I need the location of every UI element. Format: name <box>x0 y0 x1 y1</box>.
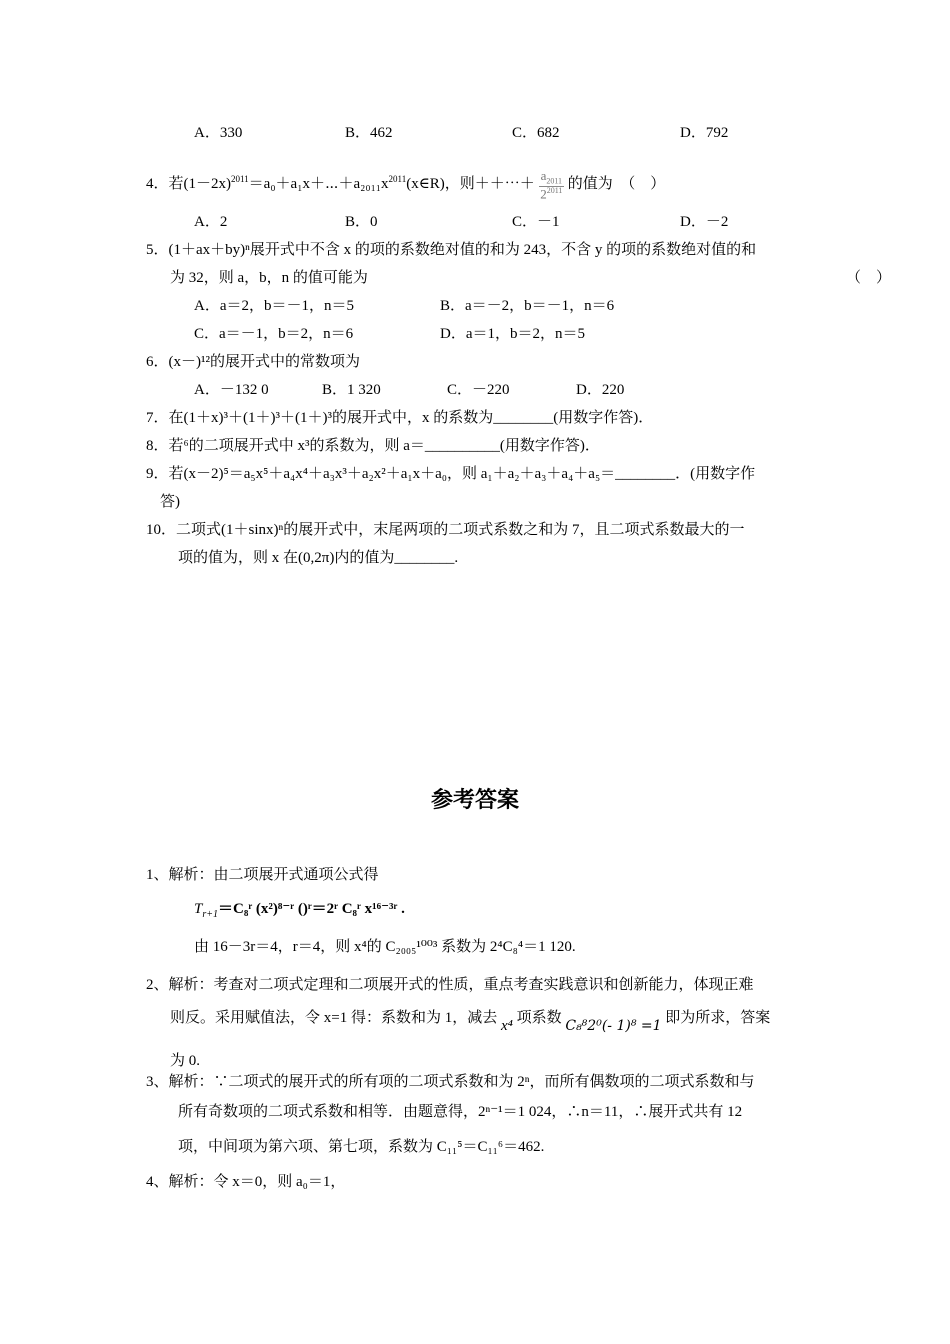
q6-option-a: A．－132 0 <box>194 382 269 398</box>
q4-pre: 4．若(1－2x) <box>146 176 231 192</box>
q8: 8．若⁶的二项展开式中 x³的系数为，则 a＝__________(用数字作答)． <box>146 438 600 454</box>
q5-option-a: A．a＝2，b＝－1，n＝5 <box>194 298 354 314</box>
answer1-t-sub: r+1 <box>202 909 218 920</box>
answer2-text-a: 则反。采用赋值法，令 x=1 得：系数和为 1，减去 <box>170 1010 498 1026</box>
q4-post: (x∈R)，则＋＋⋯＋ <box>406 176 535 192</box>
q4-stem <box>146 164 665 201</box>
answer1-line3: 由 16－3r＝4，r＝4，则 x⁴的 C₂₀₀₅¹⁰⁰³ 系数为 2⁴C₈⁴＝1 120. <box>194 939 576 955</box>
q5-paren: （ ） <box>846 270 892 286</box>
q4-frac-den: 2 <box>540 185 547 201</box>
q6-stem: 6．(x－)¹²的展开式中的常数项为 <box>146 354 360 370</box>
q5-option-c: C．a＝－1，b＝2，n＝6 <box>194 326 354 342</box>
q4-option-a: A．2 <box>194 214 228 230</box>
q4-frac-num-sub: 2011 <box>546 176 563 186</box>
q4-option-d: D．－2 <box>680 214 729 230</box>
answer2-line1: 2、解析：考查对二项式定理和二项展开式的性质，重点考查实践意识和创新能力，体现正难 <box>146 977 754 993</box>
q6-option-b: B．1 320 <box>322 382 381 398</box>
q6-option-c: C．－220 <box>447 382 510 398</box>
q4-fraction <box>539 169 564 201</box>
q6-option-d: D．220 <box>576 382 625 398</box>
q10-line1: 10．二项式(1＋sinx)ⁿ的展开式中，末尾两项的二项式系数之和为 7，且二项式系数最大的一 <box>146 522 745 538</box>
answer2-x4: x⁴ <box>500 1018 513 1034</box>
q4-exp1: 2011 <box>231 174 249 184</box>
answer3-line2: 所有奇数项的二项式系数和相等．由题意得，2ⁿ⁻¹＝1 024，∴n＝11，∴展开式共有 12 <box>178 1104 743 1120</box>
answer1-formula <box>194 902 405 920</box>
q4-option-b: B．0 <box>345 214 378 230</box>
answers-title: 参考答案 <box>430 788 519 813</box>
q9-line1: 9．若(x－2)⁵＝a₅x⁵＋a₄x⁴＋a₃x³＋a₂x²＋a₁x＋a₀，则 a₁＋a₂＋a₃＋a₄＋a₅＝________．(用数字作 <box>146 466 756 482</box>
q9-line2: 答) <box>160 494 180 510</box>
q5-option-d: D．a＝1，b＝2，n＝5 <box>440 326 585 342</box>
answer2-line2 <box>170 1006 771 1034</box>
q5-option-b: B．a＝－2，b＝－1，n＝6 <box>440 298 615 314</box>
answer1-formula-rest: ＝C₈ʳ (x²)⁸⁻ʳ ()ʳ＝2ʳ C₈ʳ x¹⁶⁻³ʳ . <box>217 901 405 917</box>
answer3-line3: 项，中间项为第六项、第七项，系数为 C₁₁⁵＝C₁₁⁶＝462. <box>178 1139 545 1155</box>
q4-frac-den-sup: 2011 <box>546 185 563 195</box>
q10-line2: 项的值为，则 x 在(0,2π)内的值为________. <box>178 550 459 566</box>
answer2-text-c: 即为所求，答案 <box>665 1010 771 1026</box>
answer1-t: T <box>194 901 203 917</box>
answer2-coef: C₈⁸2⁰(- 1)⁸ =1 <box>565 1018 662 1034</box>
q3-option-b: B．462 <box>345 125 393 141</box>
q4-tail: 的值为 （ ） <box>567 176 666 192</box>
q4-option-c: C．－1 <box>512 214 560 230</box>
q5-line2: 为 32，则 a，b，n 的值可能为 <box>170 270 368 286</box>
q7: 7．在(1＋x)³＋(1＋)³＋(1＋)³的展开式中，x 的系数为________(用数字作答)． <box>146 410 654 426</box>
q3-option-a: A．330 <box>194 125 243 141</box>
q4-frac-num: a <box>540 167 547 183</box>
answer1-line1: 1、解析：由二项展开式通项公式得 <box>146 867 379 883</box>
answer3-line1: 3、解析：∵二项式的展开式的所有项的二项式系数和为 2ⁿ，而所有偶数项的二项式系数和与 <box>146 1074 755 1090</box>
q3-option-d: D．792 <box>680 125 729 141</box>
answer2-line3: 为 0. <box>170 1053 201 1069</box>
answer4-line1: 4、解析：令 x＝0，则 a₀＝1， <box>146 1174 346 1190</box>
q4-exp2: 2011 <box>388 174 407 184</box>
q3-option-c: C．682 <box>512 125 560 141</box>
q5-line1: 5．(1＋ax＋by)ⁿ展开式中不含 x 的项的系数绝对值的和为 243，不含 y 的项的系数绝对值的和 <box>146 242 757 258</box>
q4-mid: ＝a₀＋a₁x＋⋯＋a₂₀₁₁x <box>248 176 389 192</box>
answer2-text-b: 项系数 <box>516 1010 562 1026</box>
